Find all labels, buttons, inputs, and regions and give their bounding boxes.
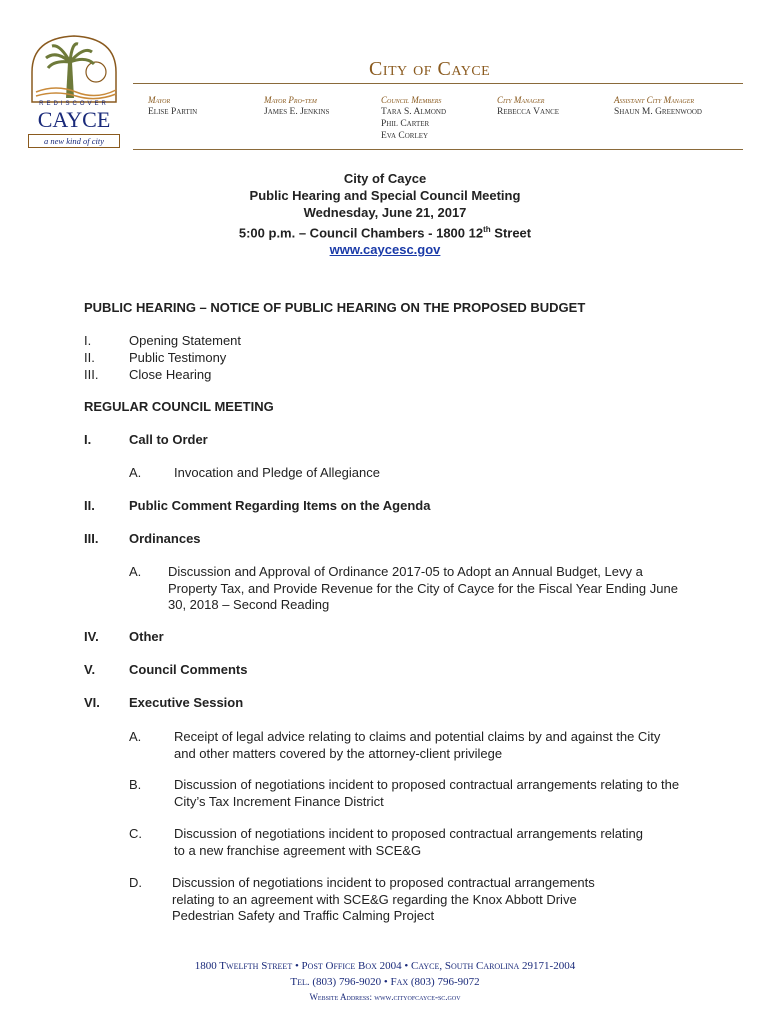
official-council-members: [381, 94, 446, 142]
city-title: City of Cayce: [369, 58, 491, 80]
footer-phone-fax: Tel. (803) 796-9020 • Fax (803) 796-9072: [290, 976, 480, 988]
official-title: City Manager: [497, 95, 545, 105]
official-assistant-city-manager: [614, 94, 702, 118]
logo-name: CAYCE: [37, 107, 111, 132]
item-letter: A.: [129, 729, 142, 744]
meeting-title: Public Hearing and Special Council Meeting: [249, 188, 521, 203]
official-title: Assistant City Manager: [614, 95, 695, 105]
section-executive-session: Executive Session: [129, 695, 244, 710]
section-number: V.: [84, 662, 96, 677]
official-title: Council Members: [381, 95, 442, 105]
ph-item-text: Close Hearing: [129, 367, 212, 382]
official-name: Eva Corley: [381, 131, 429, 141]
official-mayor-pro-tem: [264, 94, 329, 118]
item-letter: A.: [129, 564, 142, 579]
official-mayor: [148, 94, 197, 118]
ph-item-text: Opening Statement: [129, 333, 242, 348]
item-letter: D.: [129, 875, 142, 890]
section-ordinances: Ordinances: [129, 531, 201, 546]
logo-tagline: a new kind of city: [28, 134, 120, 148]
regular-meeting-heading: REGULAR COUNCIL MEETING: [84, 399, 274, 414]
item-legal-advice: Receipt of legal advice relating to claims and potential claims by and against the City and other matters covered by the attorney-client privilege: [174, 729, 661, 761]
letterhead-top-rule: [133, 83, 743, 84]
item-letter: A.: [129, 465, 142, 480]
official-name: Rebecca Vance: [497, 107, 560, 117]
meeting-date: Wednesday, June 21, 2017: [303, 205, 467, 220]
section-number: VI.: [84, 695, 100, 710]
official-name: Tara S. Almond: [381, 107, 446, 117]
section-call-to-order: Call to Order: [129, 432, 208, 447]
section-number: III.: [84, 531, 99, 546]
section-council-comments: Council Comments: [129, 662, 248, 677]
official-title: Mayor: [148, 95, 171, 105]
item-knox-abbott-agreement: Discussion of negotiations incident to proposed contractual arrangements relating to an agreement with SCE&G regarding the Knox Abbott Drive Pedestrian Safety and Traffic Calming Project: [172, 875, 595, 923]
ordinal-suffix: th: [483, 225, 491, 234]
ph-item-number: II.: [84, 350, 95, 365]
official-city-manager: [497, 94, 559, 118]
meeting-time-location-main: 5:00 p.m. – Council Chambers - 1800 12: [238, 225, 484, 241]
official-title: Mayor Pro-tem: [264, 95, 317, 105]
official-name: Shaun M. Greenwood: [614, 107, 702, 117]
item-franchise-agreement: Discussion of negotiations incident to proposed contractual arrangements relating to a new franchise agreement with SCE&G: [174, 826, 643, 858]
meeting-time-location-end: Street: [490, 225, 532, 241]
section-public-comment: Public Comment Regarding Items on the Agenda: [129, 498, 431, 513]
footer-website: Website Address: www.cityofcayce-sc.gov: [309, 992, 461, 1002]
official-name: Phil Carter: [381, 119, 430, 129]
website-link[interactable]: www.caycesc.gov: [329, 242, 441, 258]
logo-top-text: REDISCOVER: [39, 101, 109, 107]
public-hearing-heading: PUBLIC HEARING – NOTICE OF PUBLIC HEARING ON THE PROPOSED BUDGET: [84, 300, 586, 315]
ph-item-number: III.: [84, 367, 99, 382]
section-number: IV.: [84, 629, 99, 644]
item-invocation: Invocation and Pledge of Allegiance: [174, 465, 380, 480]
meeting-city: City of Cayce: [343, 171, 427, 186]
item-letter: C.: [129, 826, 142, 841]
meeting-header: [0, 170, 770, 258]
ph-item-number: I.: [84, 333, 92, 348]
item-letter: B.: [129, 777, 142, 792]
section-number: II.: [84, 498, 95, 513]
meeting-time-location: [0, 221, 770, 241]
footer-address: 1800 Twelfth Street • Post Office Box 2004 • Cayce, South Carolina 29171-2004: [194, 960, 576, 972]
city-logo: [26, 32, 122, 148]
official-name: Elise Partin: [148, 107, 198, 117]
letterhead-bottom-rule: [133, 149, 743, 150]
ph-item-text: Public Testimony: [129, 350, 227, 365]
item-tax-increment-finance: Discussion of negotiations incident to proposed contractual arrangements relating to the City’s Tax Increment Finance District: [174, 777, 680, 809]
item-ordinance-2017-05: Discussion and Approval of Ordinance 2017-05 to Adopt an Annual Budget, Levy a Property Tax, and Provide Revenue for the City of Cayce for the Fiscal Year Ending June 30, 2018 – Second Reading: [168, 564, 678, 612]
section-number: I.: [84, 432, 92, 447]
section-other: Other: [129, 629, 164, 644]
official-name: James E. Jenkins: [264, 107, 330, 117]
